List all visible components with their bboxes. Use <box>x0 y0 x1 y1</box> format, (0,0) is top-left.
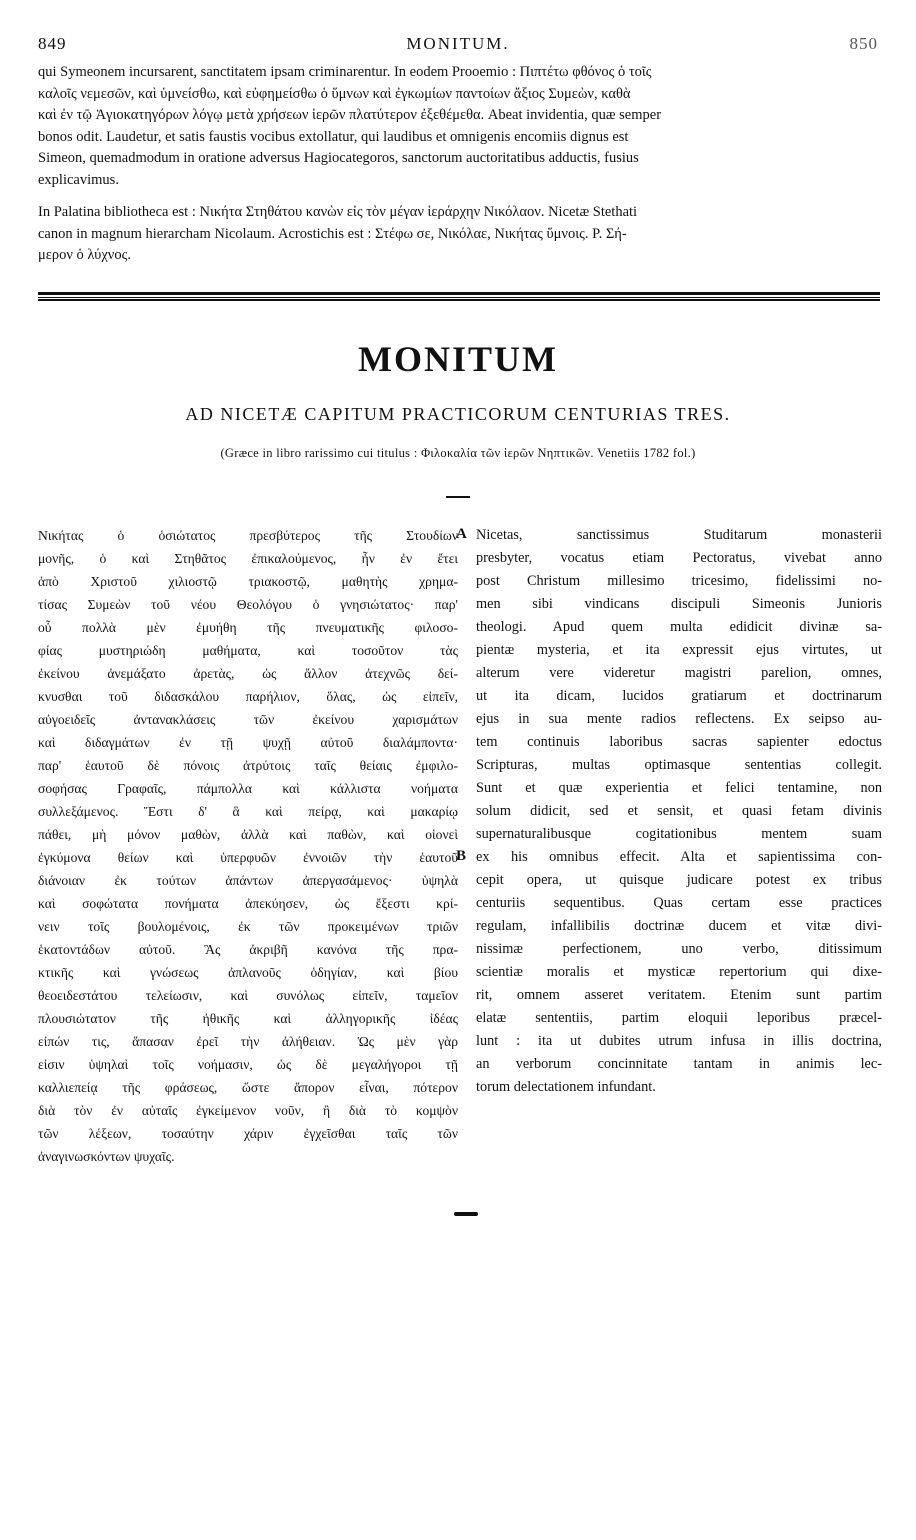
greek-line: διάνοιαν ἐκ τούτων ἁπάντων ἀπεργασάμενος· ὑψηλὰ <box>38 873 458 888</box>
latin-line: cepit opera, ut quisque judicare potest ex tribus <box>476 872 882 888</box>
greek-line: φίας μυστηριώδη μαθήματα, καὶ τοσοῦτον τὰς <box>38 643 458 658</box>
latin-line: Sunt et quæ experientia et felici tentamine, non <box>476 780 882 796</box>
latin-line: Nicetas, sanctissimus Studitarum monasterii <box>476 527 882 543</box>
continued-paragraph <box>38 62 880 191</box>
running-title: MONITUM. <box>406 34 510 53</box>
text-line: καλοῖς νεμεσῶν, καὶ ὑμνείσθω, καὶ εὐφημείσθω ὁ ὕμνων καὶ ἐγκωμίων παντοίων ἄξιος Συμεὼν, καθὰ <box>38 85 631 102</box>
latin-text-column <box>476 524 882 1099</box>
greek-line: νειν τοῖς βουλομένοις, ἐκ τῶν προκειμένων τριῶν <box>38 919 458 934</box>
greek-line: πάθει, μὴ μόνον μαθὼν, ἀλλὰ καὶ παθὼν, καὶ οἱονεὶ <box>38 827 458 842</box>
greek-line: τίσας Συμεὼν τοῦ νέου Θεολόγου ὁ γνησιώτατος· παρ' <box>38 597 458 612</box>
section-title: MONITUM <box>358 339 558 379</box>
margin-marker-a: A <box>456 526 467 542</box>
greek-line: ἐκείνου ἀνεμάξατο ἀρετὰς, ὡς ἄλλον ἀτεχνῶς δεί- <box>38 666 458 681</box>
latin-line: supernaturalibusque cogitationibus mentem suam <box>476 826 882 842</box>
text-line: In Palatina bibliotheca est : Νικήτα Στηθάτου κανὼν εἰς τὸν μέγαν ἱεράρχην Νικόλαον. Nicetæ Stethati <box>38 204 638 220</box>
text-line: canon in magnum hierarcham Nicolaum. Acrostichis est : Στέφω σε, Νικόλαε, Νικήτας ὕμνοις. Ρ. Σή- <box>38 225 627 242</box>
greek-line: ἐγκύμονα θείων καὶ ὑπερφυῶν ἐννοιῶν τὴν ἑαυτοῦ <box>38 850 458 865</box>
latin-line: ejus in sua mente radios reflectens. Ex seipso au- <box>476 711 882 727</box>
greek-line: οὗ πολλὰ μὲν ἐμυήθη τῆς πνευματικῆς φιλοσο- <box>38 620 458 635</box>
greek-line: συλλεξάμενος. Ἔστι δ' ἃ καὶ πείρᾳ, καὶ μακαρίῳ <box>38 804 458 819</box>
latin-line: regulam, infallibilis doctrinæ ducem et vitæ divi- <box>476 918 882 934</box>
latin-line: ut ita dicam, lucidos gratiarum et doctrinarum <box>476 688 882 704</box>
latin-line: elatæ sententiis, partim eloquii leporibus præcel- <box>476 1010 882 1026</box>
short-divider <box>446 496 470 498</box>
end-ornament <box>454 1212 478 1216</box>
latin-line: nissimæ perfectionem, uno verbo, ditissimum <box>476 941 882 957</box>
latin-line: theologi. Apud quem multa edidicit divinæ sa- <box>476 619 882 635</box>
greek-line: καὶ σοφώτατα πονήματα ἀπεκύησεν, ὡς ἔξεστι κρί- <box>38 896 458 911</box>
greek-line: παρ' ἑαυτοῦ δὲ πόνοις ἀτρύτοις ταῖς θείαις ἐμφιλο- <box>38 758 458 773</box>
text-line: bonos odit. Laudetur, et satis faustis vocibus extollatur, qui laudibus et omnigenis encomiis dignus est <box>38 128 629 145</box>
latin-line: men sibi vindicans discipuli Simeonis Junioris <box>476 596 882 612</box>
latin-line: scientiæ moralis et mysticæ repertorium qui dixe- <box>476 964 882 980</box>
greek-line: ἑκατοντάδων αὐτοῦ. Ἃς ἀκριβῆ κανόνα τῆς πρα- <box>38 942 458 957</box>
latin-line: ex his omnibus effecit. Alta et sapientissima con- <box>476 849 882 865</box>
greek-line: σοφήσας Γραφαῖς, πάμπολλα καὶ κάλλιστα νοήματα <box>38 781 458 796</box>
latin-line: presbyter, vocatus etiam Pectoratus, vivebat anno <box>476 550 882 566</box>
greek-line: κτικῆς καὶ γνώσεως ἀπλανοῦς ὁδηγίαν, καὶ βίου <box>38 965 458 980</box>
greek-line: πλουσιώτατον τῆς ἠθικῆς καὶ ἀλληγορικῆς ἰδέας <box>38 1011 458 1026</box>
greek-line: μονῆς, ὁ καὶ Στηθᾶτος ἐπικαλούμενος, ἦν ἐν ἔτει <box>38 551 458 566</box>
latin-line: pientæ mysteria, et ita expressit ejus virtutes, ut <box>476 642 882 658</box>
greek-text-column <box>38 524 458 1168</box>
greek-line: διὰ τὸν ἐν αὐταῖς ἐγκείμενον νοῦν, ἢ διὰ τὸ κομψὸν <box>38 1103 458 1118</box>
latin-line: an verborum concinnitate tantam in animis lec- <box>476 1056 882 1072</box>
greek-line: καλλιεπείᾳ τῆς φράσεως, ὥστε ἄπορον εἶναι, πότερον <box>38 1080 458 1095</box>
section-subtitle: AD NICETÆ CAPITUM PRACTICORUM CENTURIAS TRES. <box>185 404 731 424</box>
greek-line: εἰσιν ὑψηλαὶ τοῖς νοήμασιν, ὡς δὲ μεγαλήγοροι τῇ <box>38 1057 458 1072</box>
source-note: (Græce in libro rarissimo cui titulus : Φιλοκαλία τῶν ἱερῶν Νηπτικῶν. Venetiis 1782 fol.) <box>220 446 696 460</box>
latin-line: torum delectationem infundant. <box>476 1079 656 1095</box>
page-number-left: 849 <box>38 34 67 53</box>
latin-line: Scripturas, multas optimasque sententias collegit. <box>476 757 882 773</box>
ornamental-rule <box>38 290 880 302</box>
greek-line: τῶν λέξεων, τοσαύτην χάριν ἐγχεῖσθαι ταῖς τῶν <box>38 1126 458 1141</box>
text-line: explicavimus. <box>38 171 119 188</box>
running-head <box>38 34 878 56</box>
latin-line: rit, omnem asseret veritatem. Etenim sunt partim <box>476 987 882 1003</box>
greek-line: θεοειδεστάτου τελείωσιν, καὶ συνόλως εἰπεῖν, ταμεῖον <box>38 988 458 1003</box>
latin-line: alterum vere videretur magistri parelion, omnes, <box>476 665 882 681</box>
greek-line: κνυσθαι τοῦ διδασκάλου παρήλιον, ὅλας, ὡς εἰπεῖν, <box>38 689 458 704</box>
text-line: Simeon, quemadmodum in oratione adversus Hagiocategoros, sanctorum auctoritatibus adductis, fusius <box>38 150 639 166</box>
greek-line: ἀπὸ Χριστοῦ χιλιοστῷ τριακοστῷ, μαθητὴς χρημα- <box>38 574 458 589</box>
latin-line: post Christum millesimo tricesimo, fidelissimi no- <box>476 573 882 589</box>
palatina-paragraph <box>38 202 880 267</box>
text-line: καὶ ἐν τῷ Ἁγιοκατηγόρων λόγῳ μετὰ χρήσεων ἱερῶν πλατύτερον ἐξεθέμεθα. Abeat invidentia, quæ semper <box>38 107 662 123</box>
text-line: qui Symeonem incursarent, sanctitatem ipsam criminarentur. In eodem Prooemio : Πιπτέτω φθόνος ὁ τοῖς <box>38 64 652 80</box>
latin-line: solum didicit, sed et sensit, et quasi fetam divinis <box>476 803 882 819</box>
latin-line: centuriis sequentibus. Quas certam esse practices <box>476 895 882 911</box>
greek-line: ἀναγινωσκόντων ψυχαῖς. <box>38 1149 175 1164</box>
greek-line: αὐγοειδεῖς ἀντανακλάσεις τῶν ἐκείνου χαρισμάτων <box>38 712 458 727</box>
greek-line: καὶ διδαγμάτων ἐν τῇ ψυχῇ αὐτοῦ διαλάμποντα· <box>38 735 458 750</box>
page-number-right: 850 <box>849 34 878 53</box>
greek-line: Νικήτας ὁ ὁσιώτατος πρεσβύτερος τῆς Στουδίων <box>38 528 458 543</box>
text-line: μερον ὁ λύχνος. <box>38 247 131 263</box>
greek-line: εἰπών τις, ἅπασαν ἐρεῖ τὴν ἀλήθειαν. Ὡς μὲν γὰρ <box>38 1034 458 1049</box>
latin-line: tem continuis laboribus sacras sapienter edoctus <box>476 734 882 750</box>
margin-marker-b: B <box>456 848 467 864</box>
latin-line: lunt : ita ut dubites utrum infusa in illis doctrina, <box>476 1033 882 1049</box>
